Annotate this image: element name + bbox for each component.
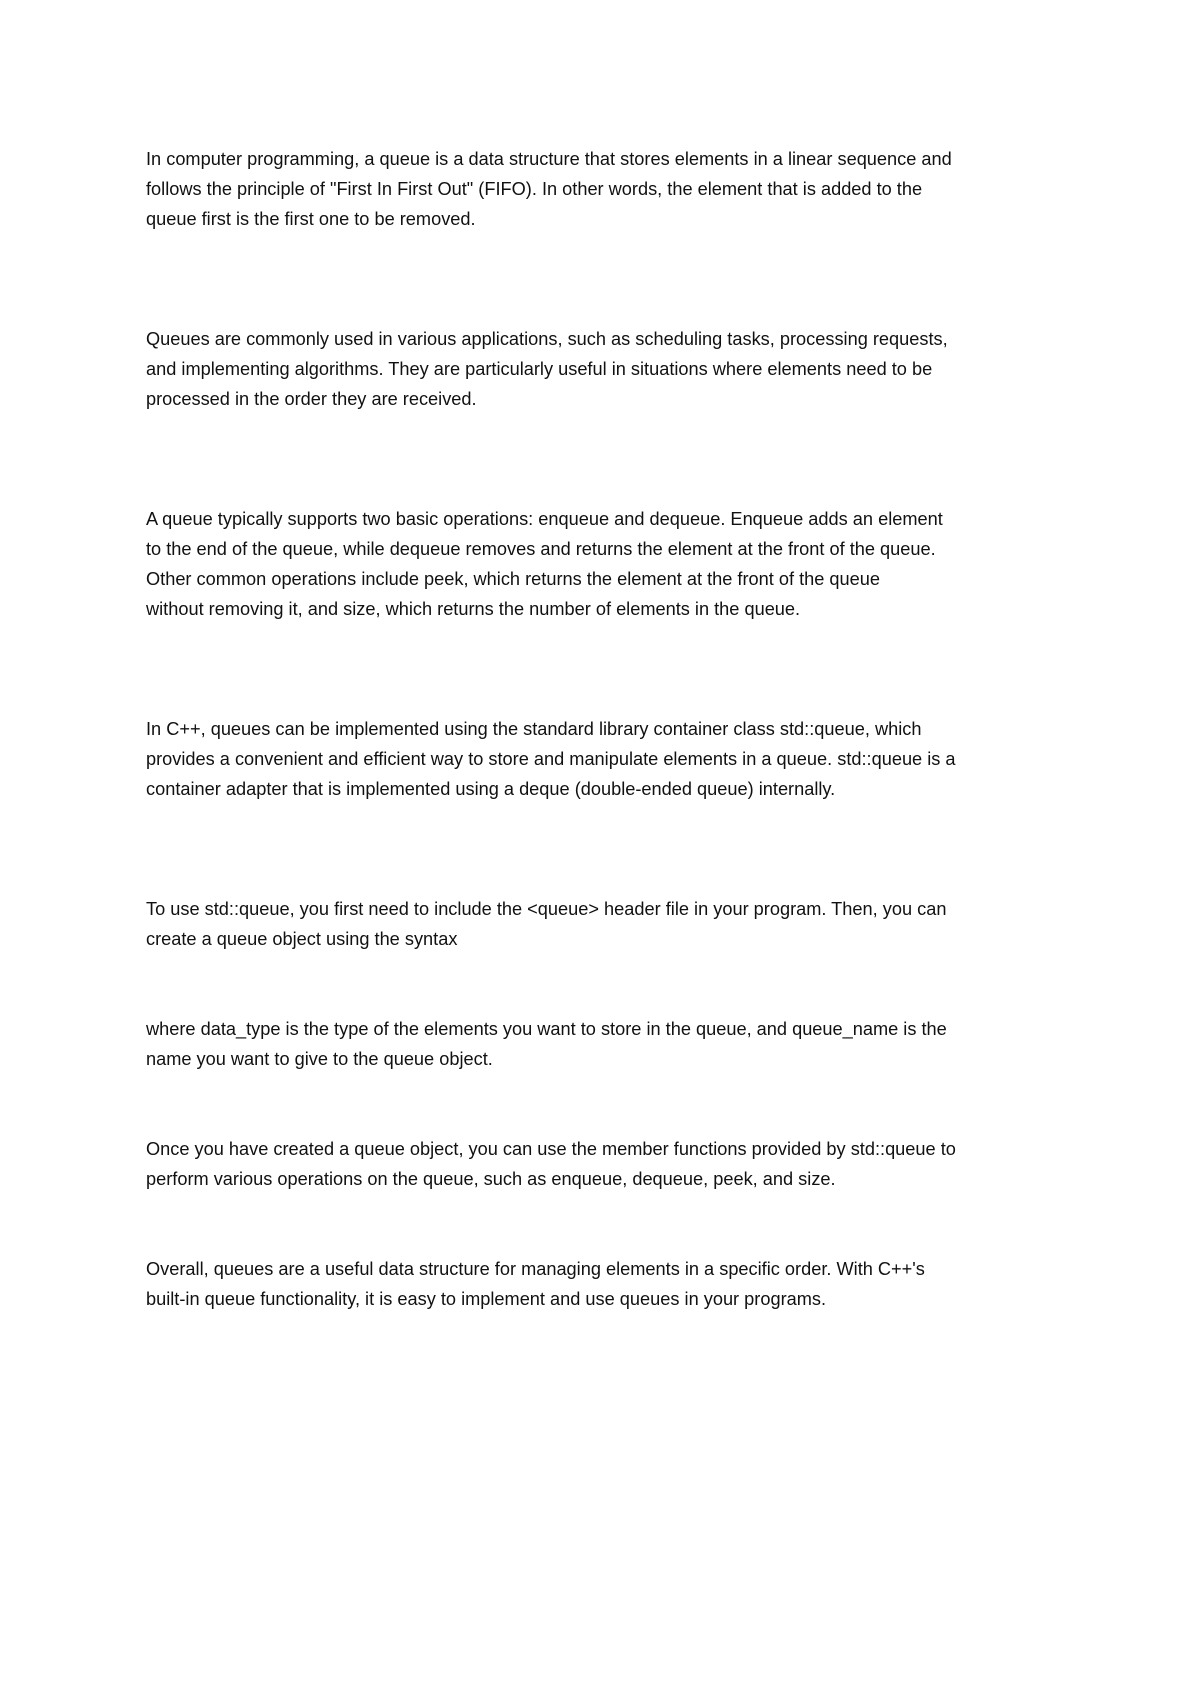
paragraph-queue-applications: Queues are commonly used in various applications, such as scheduling tasks, processing requests, and implementing algorithms. They are particularly useful in situations where elements need to be processed in the order they are received. <box>146 329 948 409</box>
paragraph-member-functions: Once you have created a queue object, you can use the member functions provided by std::queue to perform various operations on the queue, such as enqueue, dequeue, peek, and size. <box>146 1139 956 1189</box>
document-body <box>146 144 1066 1314</box>
paragraph-syntax-explanation: where data_type is the type of the elements you want to store in the queue, and queue_name is the name you want to give to the queue object. <box>146 1019 947 1069</box>
paragraph-queue-operations: A queue typically supports two basic operations: enqueue and dequeue. Enqueue adds an element to the end of the queue, while dequeue removes and returns the element at the front of the queue. Other common operations include peek, which returns the element at the front of the queue without removing it, and size, which returns the number of elements in the queue. <box>146 509 943 619</box>
paragraph-using-std-queue: To use std::queue, you first need to include the <queue> header file in your program. Then, you can create a queue object using the syntax <box>146 899 947 949</box>
paragraph-overall: Overall, queues are a useful data structure for managing elements in a specific order. With C++'s built-in queue functionality, it is easy to implement and use queues in your programs. <box>146 1259 925 1309</box>
paragraph-queue-definition: In computer programming, a queue is a data structure that stores elements in a linear sequence and follows the principle of "First In First Out" (FIFO). In other words, the element that is added to the queue first is the first one to be removed. <box>146 149 952 229</box>
paragraph-cpp-queue: In C++, queues can be implemented using the standard library container class std::queue, which provides a convenient and efficient way to store and manipulate elements in a queue. std::queue is a container adapter that is implemented using a deque (double-ended queue) internally. <box>146 719 956 799</box>
